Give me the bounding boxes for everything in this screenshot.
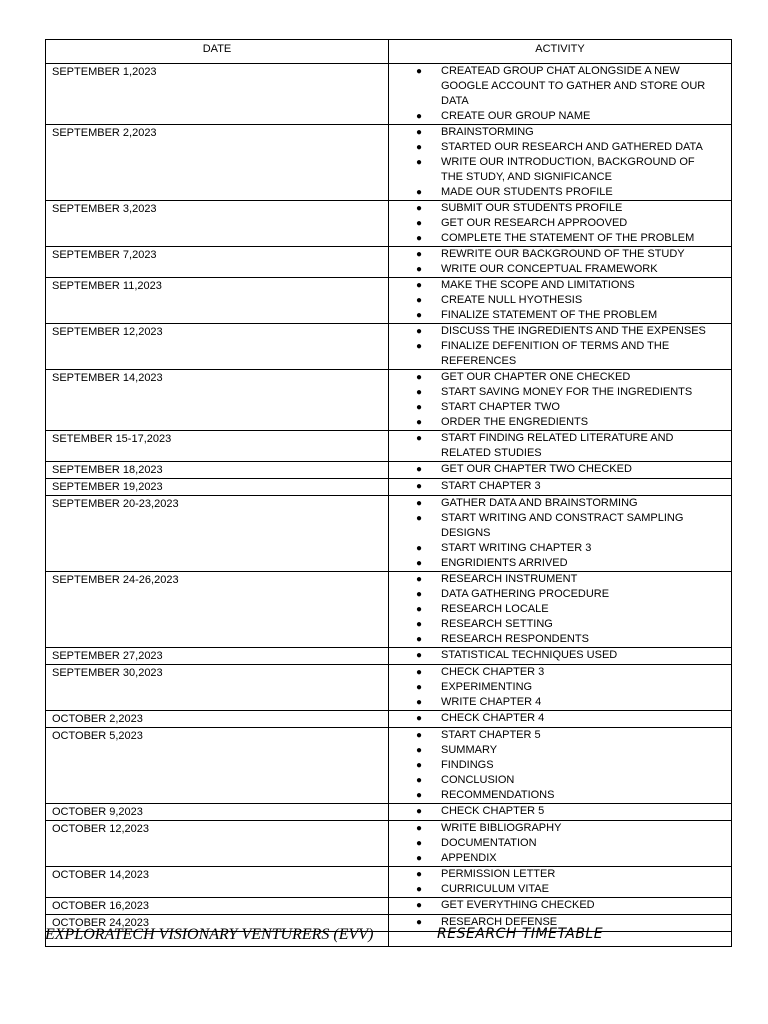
activity-list <box>389 572 731 647</box>
footer <box>45 926 731 948</box>
list-item <box>389 385 731 400</box>
bullet-dot-icon: ● <box>416 127 423 138</box>
date-cell: SEPTEMBER 7,2023 <box>46 247 389 278</box>
list-item <box>389 370 731 385</box>
bullet-dot-icon: ● <box>416 481 423 492</box>
list-item <box>389 125 731 140</box>
activity-text: WRITE OUR INTRODUCTION, BACKGROUND OF THE STUDY, AND SIGNIFICANCE <box>441 156 695 183</box>
activity-text: BRAINSTORMING <box>441 126 534 138</box>
bullet-dot-icon: ● <box>416 790 423 801</box>
activity-text: RECOMMENDATIONS <box>441 789 555 801</box>
table-row <box>46 247 732 278</box>
list-item <box>389 511 731 541</box>
activity-list <box>389 462 731 477</box>
activity-text: CREATEAD GROUP CHAT ALONGSIDE A NEW GOOGLE ACCOUNT TO GATHER AND STORE OUR DATA <box>441 65 706 107</box>
list-item <box>389 602 731 617</box>
bullet-dot-icon: ● <box>416 682 423 693</box>
activity-cell <box>389 648 732 665</box>
list-item <box>389 400 731 415</box>
activity-text: RESEARCH DEFENSE <box>441 916 558 928</box>
table-header-row <box>46 40 732 64</box>
list-item <box>389 804 731 819</box>
bullet-dot-icon: ● <box>416 218 423 229</box>
activity-list <box>389 648 731 663</box>
bullet-dot-icon: ● <box>416 619 423 630</box>
table-row <box>46 125 732 201</box>
activity-text: GATHER DATA AND BRAINSTORMING <box>441 497 638 509</box>
activity-list <box>389 431 731 461</box>
activity-text: FINDINGS <box>441 759 494 771</box>
document-title: RESEARCH TIMETABLE <box>437 926 604 942</box>
activity-cell <box>389 898 732 915</box>
activity-cell <box>389 479 732 496</box>
date-cell: SEPTEMBER 20-23,2023 <box>46 496 389 572</box>
list-item <box>389 479 731 494</box>
activity-text: COMPLETE THE STATEMENT OF THE PROBLEM <box>441 232 695 244</box>
list-item <box>389 587 731 602</box>
bullet-dot-icon: ● <box>416 558 423 569</box>
activity-text: CHECK CHAPTER 5 <box>441 805 545 817</box>
list-item <box>389 415 731 430</box>
table-row <box>46 462 732 479</box>
bullet-dot-icon: ● <box>416 203 423 214</box>
list-item <box>389 247 731 262</box>
activity-cell <box>389 462 732 479</box>
date-cell: OCTOBER 2,2023 <box>46 711 389 728</box>
table-row <box>46 496 732 572</box>
table-row <box>46 64 732 125</box>
list-item <box>389 680 731 695</box>
bullet-dot-icon: ● <box>416 387 423 398</box>
activity-text: SUMMARY <box>441 744 498 756</box>
activity-cell <box>389 370 732 431</box>
list-item <box>389 339 731 369</box>
table-row <box>46 804 732 821</box>
activity-cell <box>389 496 732 572</box>
date-cell: OCTOBER 24,2023 <box>46 915 389 932</box>
bullet-dot-icon: ● <box>416 326 423 337</box>
date-cell: SEPTEMBER 27,2023 <box>46 648 389 665</box>
list-item <box>389 773 731 788</box>
activity-cell <box>389 201 732 247</box>
date-column-header: DATE <box>46 40 389 64</box>
bullet-dot-icon: ● <box>416 341 423 352</box>
bullet-dot-icon: ● <box>416 498 423 509</box>
list-item <box>389 788 731 803</box>
list-item <box>389 665 731 680</box>
list-item <box>389 216 731 231</box>
activity-cell <box>389 431 732 462</box>
list-item <box>389 201 731 216</box>
bullet-dot-icon: ● <box>416 697 423 708</box>
bullet-dot-icon: ● <box>416 634 423 645</box>
list-item <box>389 109 731 124</box>
activity-text: RESEARCH LOCALE <box>441 603 549 615</box>
date-cell: OCTOBER 16,2023 <box>46 898 389 915</box>
bullet-dot-icon: ● <box>416 157 423 168</box>
bullet-dot-icon: ● <box>416 417 423 428</box>
bullet-dot-icon: ● <box>416 280 423 291</box>
list-item <box>389 728 731 743</box>
activity-cell <box>389 278 732 324</box>
bullet-dot-icon: ● <box>416 838 423 849</box>
bullet-dot-icon: ● <box>416 402 423 413</box>
activity-text: RESEARCH RESPONDENTS <box>441 633 589 645</box>
activity-text: WRITE BIBLIOGRAPHY <box>441 822 562 834</box>
bullet-dot-icon: ● <box>416 869 423 880</box>
list-item <box>389 140 731 155</box>
activity-text: EXPERIMENTING <box>441 681 533 693</box>
list-item <box>389 541 731 556</box>
activity-text: ENGRIDIENTS ARRIVED <box>441 557 568 569</box>
bullet-dot-icon: ● <box>416 464 423 475</box>
activity-list <box>389 665 731 710</box>
bullet-dot-icon: ● <box>416 806 423 817</box>
bullet-dot-icon: ● <box>416 745 423 756</box>
activity-text: START CHAPTER TWO <box>441 401 560 413</box>
activity-text: DISCUSS THE INGREDIENTS AND THE EXPENSES <box>441 325 706 337</box>
list-item <box>389 648 731 663</box>
bullet-dot-icon: ● <box>416 775 423 786</box>
activity-text: ORDER THE ENGREDIENTS <box>441 416 589 428</box>
bullet-dot-icon: ● <box>416 433 423 444</box>
bullet-dot-icon: ● <box>416 187 423 198</box>
bullet-dot-icon: ● <box>416 111 423 122</box>
activity-text: START CHAPTER 5 <box>441 729 541 741</box>
bullet-dot-icon: ● <box>416 310 423 321</box>
timetable <box>45 39 732 947</box>
activity-text: MAKE THE SCOPE AND LIMITATIONS <box>441 279 635 291</box>
timetable-body <box>46 64 732 947</box>
activity-list <box>389 821 731 866</box>
list-item <box>389 462 731 477</box>
activity-text: REWRITE OUR BACKGROUND OF THE STUDY <box>441 248 685 260</box>
activity-list <box>389 711 731 726</box>
table-row <box>46 867 732 898</box>
list-item <box>389 231 731 246</box>
activity-cell <box>389 711 732 728</box>
list-item <box>389 758 731 773</box>
activity-text: GET OUR CHAPTER TWO CHECKED <box>441 463 632 475</box>
activity-text: MADE OUR STUDENTS PROFILE <box>441 186 613 198</box>
table-row <box>46 572 732 648</box>
list-item <box>389 496 731 511</box>
activity-text: START WRITING AND CONSTRACT SAMPLING DESIGNS <box>441 512 684 539</box>
table-row <box>46 711 732 728</box>
bullet-dot-icon: ● <box>416 233 423 244</box>
activity-list <box>389 247 731 277</box>
bullet-dot-icon: ● <box>416 853 423 864</box>
date-cell: SEPTEMBER 2,2023 <box>46 125 389 201</box>
bullet-dot-icon: ● <box>416 823 423 834</box>
table-row <box>46 324 732 370</box>
activity-text: DOCUMENTATION <box>441 837 537 849</box>
list-item <box>389 155 731 185</box>
activity-list <box>389 278 731 323</box>
date-cell: OCTOBER 12,2023 <box>46 821 389 867</box>
date-cell: SEPTEMBER 18,2023 <box>46 462 389 479</box>
bullet-dot-icon: ● <box>416 650 423 661</box>
activity-list <box>389 898 731 913</box>
activity-text: START WRITING CHAPTER 3 <box>441 542 592 554</box>
date-cell: SEPTEMBER 1,2023 <box>46 64 389 125</box>
bullet-dot-icon: ● <box>416 513 423 524</box>
bullet-dot-icon: ● <box>416 372 423 383</box>
activity-cell <box>389 728 732 804</box>
activity-text: PERMISSION LETTER <box>441 868 556 880</box>
list-item <box>389 851 731 866</box>
activity-cell <box>389 324 732 370</box>
list-item <box>389 278 731 293</box>
activity-list <box>389 64 731 124</box>
activity-list <box>389 867 731 897</box>
table-row <box>46 201 732 247</box>
date-cell: SEPTEMBER 24-26,2023 <box>46 572 389 648</box>
activity-list <box>389 324 731 369</box>
date-cell: SEPTEMBER 3,2023 <box>46 201 389 247</box>
activity-column-header: ACTIVITY <box>389 40 732 64</box>
table-row <box>46 278 732 324</box>
bullet-dot-icon: ● <box>416 900 423 911</box>
list-item <box>389 617 731 632</box>
activity-text: GET EVERYTHING CHECKED <box>441 899 595 911</box>
activity-cell <box>389 125 732 201</box>
activity-text: FINALIZE STATEMENT OF THE PROBLEM <box>441 309 658 321</box>
date-cell: OCTOBER 9,2023 <box>46 804 389 821</box>
date-cell: SEPTEMBER 30,2023 <box>46 665 389 711</box>
bullet-dot-icon: ● <box>416 604 423 615</box>
activity-text: STATISTICAL TECHNIQUES USED <box>441 649 618 661</box>
list-item <box>389 711 731 726</box>
activity-list <box>389 125 731 200</box>
activity-cell <box>389 64 732 125</box>
activity-text: WRITE CHAPTER 4 <box>441 696 542 708</box>
list-item <box>389 836 731 851</box>
list-item <box>389 821 731 836</box>
list-item <box>389 431 731 461</box>
table-row <box>46 665 732 711</box>
activity-cell <box>389 247 732 278</box>
activity-list <box>389 496 731 571</box>
list-item <box>389 308 731 323</box>
list-item <box>389 185 731 200</box>
table-row <box>46 728 732 804</box>
list-item <box>389 695 731 710</box>
activity-text: CURRICULUM VITAE <box>441 883 549 895</box>
table-row <box>46 821 732 867</box>
activity-list <box>389 370 731 430</box>
table-row <box>46 479 732 496</box>
activity-text: GET OUR CHAPTER ONE CHECKED <box>441 371 631 383</box>
activity-text: SUBMIT OUR STUDENTS PROFILE <box>441 202 623 214</box>
bullet-dot-icon: ● <box>416 295 423 306</box>
activity-text: APPENDIX <box>441 852 497 864</box>
activity-text: CREATE NULL HYOTHESIS <box>441 294 583 306</box>
bullet-dot-icon: ● <box>416 264 423 275</box>
list-item <box>389 882 731 897</box>
bullet-dot-icon: ● <box>416 66 423 77</box>
list-item <box>389 293 731 308</box>
bullet-dot-icon: ● <box>416 713 423 724</box>
bullet-dot-icon: ● <box>416 589 423 600</box>
activity-list <box>389 804 731 819</box>
activity-text: START SAVING MONEY FOR THE INGREDIENTS <box>441 386 693 398</box>
activity-cell <box>389 804 732 821</box>
list-item <box>389 64 731 109</box>
bullet-dot-icon: ● <box>416 543 423 554</box>
list-item <box>389 743 731 758</box>
bullet-dot-icon: ● <box>416 249 423 260</box>
bullet-dot-icon: ● <box>416 884 423 895</box>
list-item <box>389 632 731 647</box>
list-item <box>389 324 731 339</box>
activity-list <box>389 201 731 246</box>
date-cell: OCTOBER 14,2023 <box>46 867 389 898</box>
date-cell: OCTOBER 5,2023 <box>46 728 389 804</box>
date-cell: SEPTEMBER 14,2023 <box>46 370 389 431</box>
table-row <box>46 370 732 431</box>
bullet-dot-icon: ● <box>416 730 423 741</box>
activity-text: DATA GATHERING PROCEDURE <box>441 588 610 600</box>
activity-cell <box>389 665 732 711</box>
activity-text: RESEARCH INSTRUMENT <box>441 573 578 585</box>
bullet-dot-icon: ● <box>416 574 423 585</box>
activity-cell <box>389 867 732 898</box>
activity-text: CONCLUSION <box>441 774 515 786</box>
list-item <box>389 556 731 571</box>
table-row <box>46 431 732 462</box>
bullet-dot-icon: ● <box>416 142 423 153</box>
activity-text: CHECK CHAPTER 4 <box>441 712 545 724</box>
activity-cell <box>389 821 732 867</box>
list-item <box>389 572 731 587</box>
activity-list <box>389 479 731 494</box>
activity-text: GET OUR RESEARCH APPROOVED <box>441 217 628 229</box>
activity-text: START FINDING RELATED LITERATURE AND RELATED STUDIES <box>441 432 674 459</box>
activity-text: WRITE OUR CONCEPTUAL FRAMEWORK <box>441 263 658 275</box>
group-name: EXPLORATECH VISIONARY VENTURERS (EVV) <box>45 926 374 943</box>
activity-text: CREATE OUR GROUP NAME <box>441 110 591 122</box>
activity-text: CHECK CHAPTER 3 <box>441 666 545 678</box>
activity-list <box>389 728 731 803</box>
activity-cell <box>389 572 732 648</box>
bullet-dot-icon: ● <box>416 760 423 771</box>
list-item <box>389 867 731 882</box>
list-item <box>389 898 731 913</box>
date-cell: SETEMBER 15-17,2023 <box>46 431 389 462</box>
activity-text: STARTED OUR RESEARCH AND GATHERED DATA <box>441 141 703 153</box>
table-row <box>46 898 732 915</box>
list-item <box>389 262 731 277</box>
table-row <box>46 648 732 665</box>
activity-text: START CHAPTER 3 <box>441 480 541 492</box>
activity-text: FINALIZE DEFENITION OF TERMS AND THE REFERENCES <box>441 340 670 367</box>
bullet-dot-icon: ● <box>416 667 423 678</box>
date-cell: SEPTEMBER 19,2023 <box>46 479 389 496</box>
date-cell: SEPTEMBER 12,2023 <box>46 324 389 370</box>
activity-text: RESEARCH SETTING <box>441 618 553 630</box>
bullet-dot-icon: ● <box>416 917 423 928</box>
date-cell: SEPTEMBER 11,2023 <box>46 278 389 324</box>
